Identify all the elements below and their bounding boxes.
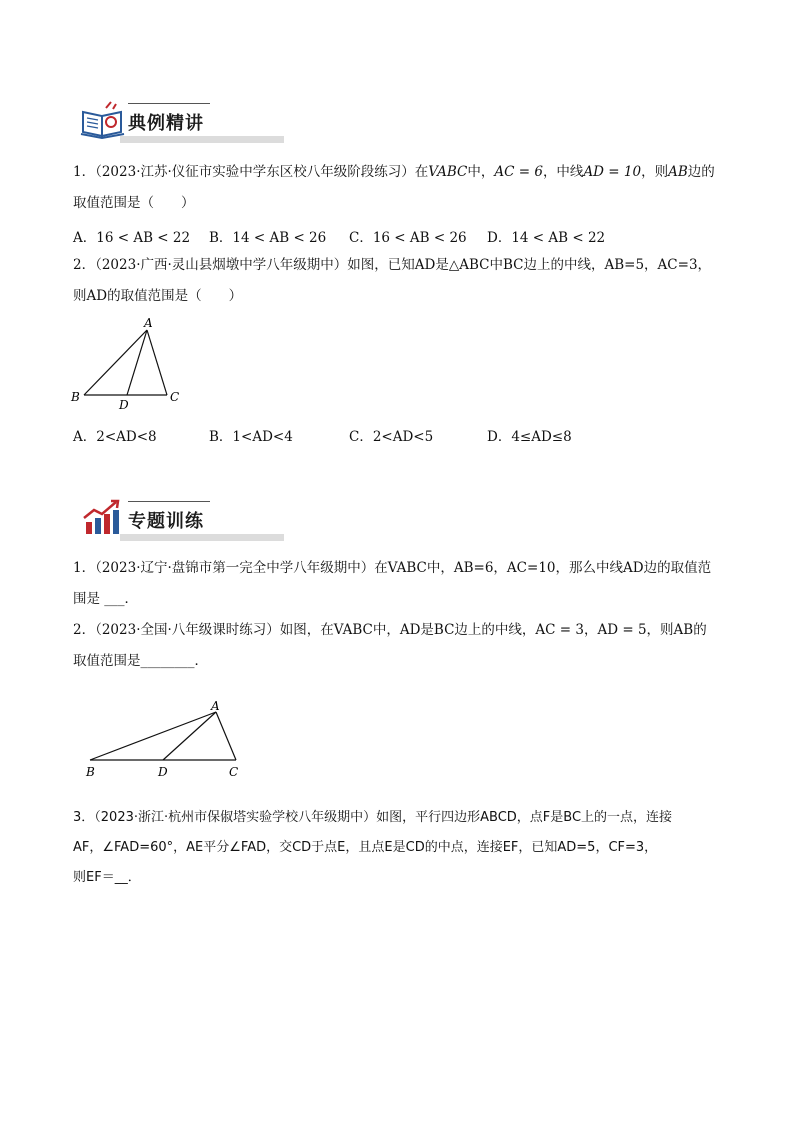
- option-a[interactable]: A．16 < AB < 22: [73, 230, 191, 246]
- triangle-figure-1: [64, 315, 204, 415]
- growth-chart-icon: [80, 498, 126, 538]
- vertex-label-d: D: [119, 398, 129, 412]
- example-question-1: [73, 157, 733, 219]
- question-line: 2．（2023·全国·八年级课时练习）如图，在VABC中，AD是BC边上的中线，AC = 3，AD = 5，则AB的: [73, 622, 707, 638]
- question-line: 1．（2023·江苏·仪征市实验中学东区校八年级阶段练习）在VABC中，AC = 6，中线AD = 10，则AB边的: [73, 164, 715, 180]
- answer-options: [73, 425, 733, 445]
- vertex-label-a: A: [144, 316, 153, 330]
- segment-ac: [216, 712, 236, 760]
- header-rule-bottom: [120, 136, 284, 143]
- segment-ac: [147, 330, 167, 395]
- section-header-examples: [80, 100, 240, 144]
- question-line: 取值范围是________．: [73, 653, 208, 669]
- practice-question-2: [73, 615, 733, 677]
- segment-ab: [90, 712, 216, 760]
- option-a[interactable]: A．2<AD<8: [73, 429, 157, 445]
- vertex-label-a: A: [211, 699, 220, 713]
- median-ad: [163, 712, 216, 760]
- question-line: 1．（2023·辽宁·盘锦市第一完全中学八年级期中）在VABC中，AB=6，AC=10，那么中线AD边的取值范: [73, 560, 712, 576]
- vertex-label-b: B: [86, 765, 95, 779]
- example-question-2: [73, 250, 733, 312]
- vertex-label-b: B: [71, 390, 80, 404]
- option-c[interactable]: C．2<AD<5: [349, 429, 434, 445]
- question-line: AF，∠FAD=60°，AE平分∠FAD，交CD于点E，且点E是CD的中点，连接EF，已知AD=5，CF=3，: [73, 840, 658, 855]
- option-d[interactable]: D．14 < AB < 22: [487, 230, 606, 246]
- header-rule-top: [128, 501, 210, 502]
- vertex-label-d: D: [158, 765, 168, 779]
- practice-question-1: [73, 553, 733, 615]
- question-line: 3．（2023·浙江·杭州市保俶塔实验学校八年级期中）如图，平行四边形ABCD，点F是BC上的一点，连接: [73, 810, 673, 825]
- option-c[interactable]: C．16 < AB < 26: [349, 230, 467, 246]
- question-line: 则AD的取值范围是（ ）: [73, 288, 243, 304]
- option-b[interactable]: B．1<AD<4: [209, 429, 293, 445]
- question-line: 取值范围是（ ）: [73, 195, 195, 211]
- vertex-label-c: C: [229, 765, 239, 779]
- question-line: 围是 ___．: [73, 591, 139, 607]
- practice-question-3: [73, 803, 733, 893]
- book-icon: [80, 100, 126, 140]
- option-d[interactable]: D．4≤AD≤8: [487, 429, 572, 445]
- section-title: 典例精讲: [128, 113, 204, 134]
- question-line: 2．（2023·广西·灵山县烟墩中学八年级期中）如图，已知AD是△ABC中BC边上的中线，AB=5，AC=3，: [73, 257, 712, 273]
- header-rule-top: [128, 103, 210, 104]
- header-rule-bottom: [120, 534, 284, 541]
- answer-options: [73, 226, 733, 246]
- option-b[interactable]: B．14 < AB < 26: [209, 230, 327, 246]
- triangle-figure-2: [78, 698, 258, 788]
- section-title: 专题训练: [128, 511, 204, 532]
- question-line: 则EF＝__．: [73, 870, 141, 885]
- vertex-label-c: C: [170, 390, 180, 404]
- section-header-practice: [80, 498, 240, 542]
